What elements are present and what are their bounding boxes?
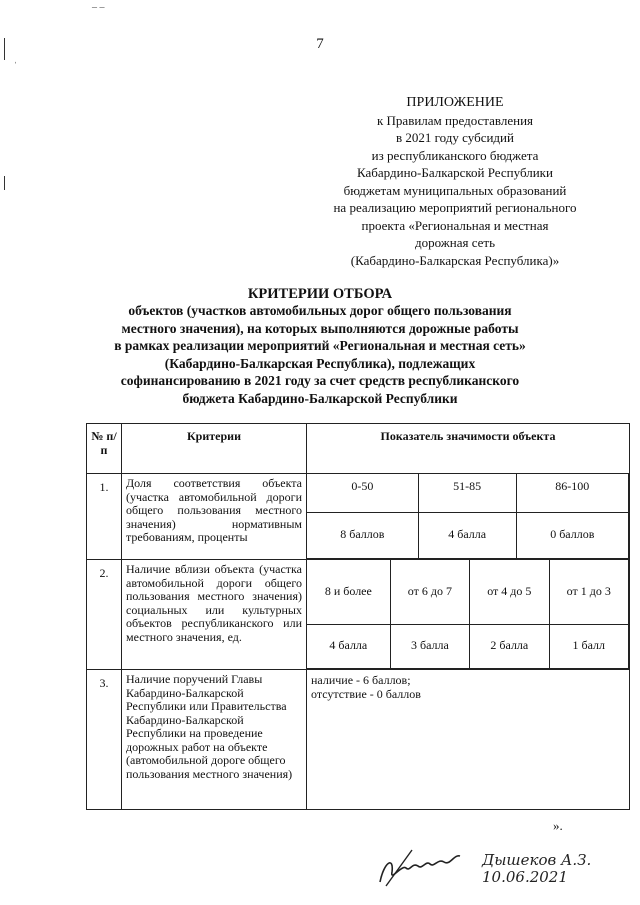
signature-handwriting — [482, 852, 591, 886]
range-cell: от 6 до 7 — [390, 560, 469, 624]
points-cell: 4 балла — [307, 624, 390, 668]
row-values — [307, 670, 630, 810]
scan-dot: ˌ — [14, 53, 18, 64]
signature-name: Дышеков А.З. — [482, 851, 592, 869]
range-cell: 86-100 — [516, 474, 628, 512]
appendix-line: в 2021 году субсидий — [396, 130, 514, 145]
appendix-title: ПРИЛОЖЕНИЕ — [406, 95, 504, 110]
appendix-line: из республиканского бюджета — [371, 147, 539, 163]
subtitle-line: объектов (участков автомобильных дорог общего пользования — [128, 303, 512, 318]
row-criterion: Доля соответствия объекта (участка автомобильной дороги общего пользования местного значения) нормативным требованиям, проценты — [122, 474, 307, 560]
appendix-block — [300, 94, 610, 269]
row-num: 3. — [87, 670, 122, 810]
subtitle-line: (Кабардино-Балкарская Республика), подлежащих — [164, 355, 476, 371]
presence-value: наличие - 6 баллов; — [311, 673, 411, 687]
scan-mark-middle — [4, 176, 5, 190]
subtitle-line: бюджета Кабардино-Балкарской Республики — [182, 390, 458, 406]
signature-date: 10.06.2021 — [482, 868, 568, 886]
appendix-line: (Кабардино-Балкарская Республика)» — [350, 252, 560, 268]
points-cell: 0 баллов — [516, 512, 628, 558]
row-values — [307, 560, 630, 670]
range-cell: от 1 до 3 — [549, 560, 628, 624]
appendix-line: проекта «Региональная и местная — [361, 217, 549, 233]
range-cell: от 4 до 5 — [470, 560, 549, 624]
scan-dash: ‒ ‒ — [92, 2, 105, 13]
table-row — [87, 560, 630, 670]
range-cell: 0-50 — [307, 474, 418, 512]
appendix-line: к Правилам предоставления — [376, 112, 534, 128]
subtitle-line: в рамках реализации мероприятий «Региональная и местная сеть» — [114, 338, 526, 353]
points-cell: 1 балл — [549, 624, 628, 668]
points-cell: 8 баллов — [307, 512, 418, 558]
page-number: 7 — [316, 36, 324, 52]
table-row — [87, 670, 630, 810]
points-cell: 2 балла — [470, 624, 549, 668]
table-row — [87, 474, 630, 560]
criteria-title: КРИТЕРИИ ОТБОРА — [247, 286, 393, 302]
subtitle-line: софинансированию в 2021 году за счет средств республиканского — [120, 373, 520, 388]
header-criteria: Критерии — [122, 424, 307, 474]
criteria-table — [86, 423, 630, 810]
row-values — [307, 474, 630, 560]
criteria-subtitle — [60, 302, 580, 407]
range-cell: 51-85 — [418, 474, 516, 512]
appendix-line: Кабардино-Балкарской Республики — [357, 165, 553, 180]
absence-value: отсутствие - 0 баллов — [311, 686, 421, 701]
row-num: 2. — [87, 560, 122, 670]
signature-scribble — [372, 842, 472, 892]
header-indicator: Показатель значимости объекта — [307, 424, 630, 474]
appendix-line: на реализацию мероприятий регионального — [333, 200, 577, 215]
appendix-line: дорожная сеть — [414, 235, 496, 250]
subtitle-line: местного значения), на которых выполняются дорожные работы — [121, 320, 519, 336]
closing-quote: ». — [553, 818, 563, 833]
appendix-line: бюджетам муниципальных образований — [343, 182, 567, 198]
row-criterion: Наличие вблизи объекта (участка автомобильной дороги общего пользования местного значения) социальных или культурных объектов республиканского или местного значения, ед. — [122, 560, 307, 670]
row-num: 1. — [87, 474, 122, 560]
header-num: № п/п — [87, 424, 122, 474]
points-cell: 4 балла — [418, 512, 516, 558]
range-cell: 8 и более — [307, 560, 390, 624]
points-cell: 3 балла — [390, 624, 469, 668]
row-criterion: Наличие поручений Главы Кабардино-Балкарской Республики или Правительства Кабардино-Балкарской Республики на проведение дорожных работ на объекте (автомобильной дороге общего пользования местного значения) — [122, 670, 307, 810]
table-header-row — [87, 424, 630, 474]
values-grid — [307, 560, 629, 669]
values-grid — [307, 474, 629, 559]
